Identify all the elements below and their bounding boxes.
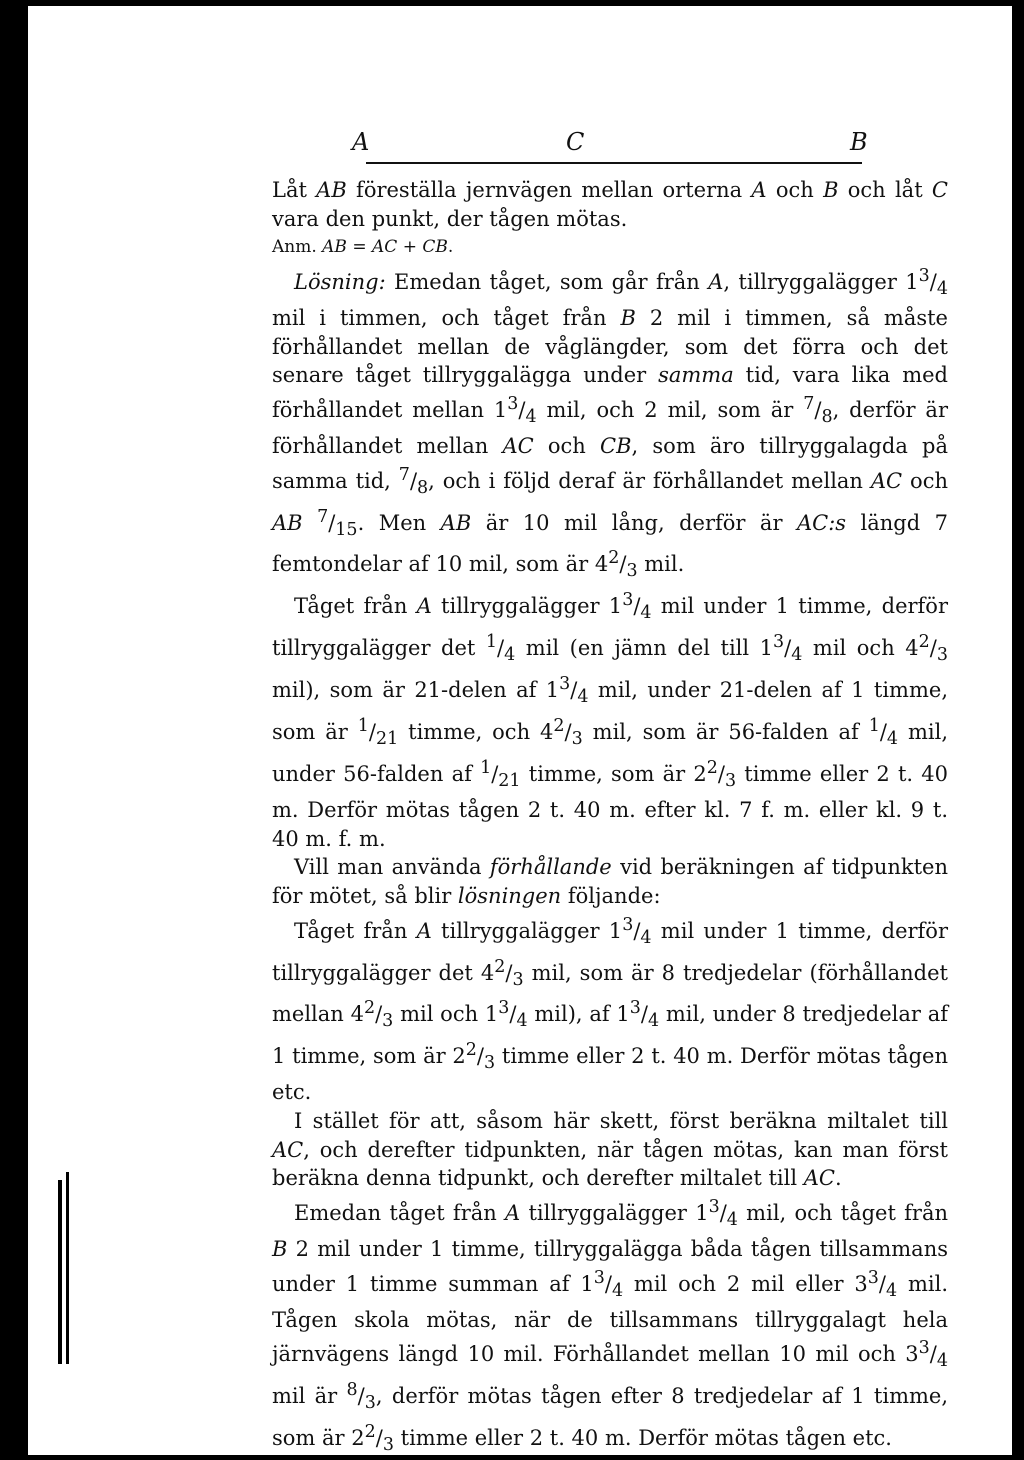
paragraph-time-calculation: Tåget från A tillryggalägger $1^3/_4$ mil under 1 timme, derför tillryggalägger $\det ^1/_4$ mil (en jämn del till $1^3/_4$ mil och $4^2/_3$ mil), som är 21-delen af $1^3/_4$ mil, under 21-delen af 1 timme, som är $^1/_{21}$ timme, och $4^2/_3$ mil, som är 56-falden af $^1/_4$ mil, under 56-falden af $^1/_{21}$ timme, som är $2^2/_3$ timme eller 2 t. 40 m. Derför mötas tågen 2 t. 40 m. efter kl. 7 f. m. eller kl. 9 t. 40 m. f. m. <box>272 590 949 851</box>
paragraph-ratio-solution: Tåget från A tillryggalägger $1^3/_4$ mil under 1 timme, derför tillryggalägger $\det 4^2/_3$ mil, som är 8 tredjedelar (förhållandet mellan $4^2/_3$ mil och $1^3/_4$ mil), af $1^3/_4$ mil, under 8 tredjedelar af 1 timme, som är $2^2/_3$ timme eller 2 t. 40 m. Derför mötas tågen etc. <box>272 914 948 1105</box>
paragraph-combined-speed: Emedan tåget från A tillryggalägger $1^3/_4$ mil, och tåget från B 2 mil under 1 timme, tillryggalägga båda tågen tillsammans under 1 timme summan af $1^3/_4$ mil och 2 mil eller $3^3/_4$ mil. Tågen skola mötas, när de tillsammans tillryggalagt hela järnvägens längd 10 mil. Förhållandet mellan 10 mil och $3^3/_4$ mil är $^8/_3$, derför mötas tågen efter 8 tredjedelar af 1 timme, som är $2^2/_3$ timme eller 2 t. 40 m. Derför mötas tågen etc. <box>272 1197 949 1456</box>
paragraph-solution: Lösning: Emedan tåget, som går från A, tillryggalägger $1^3/_4$ mil i timmen, och tåget från B 2 mil i timmen, så måste förhållandet mellan de våglängder, som det förra och det senare tåget tillryggalägga under samma tid, vara lika med förhållandet mellan $1^3/_4$ mil, och 2 mil, som är $^7/_8$, derför är förhållandet mellan AC och CB, som äro tillryggalagda på samma tid, $^7/_8$, och i följd deraf är förhållandet mellan AC och AB $^7/_{15}$. Men AB är 10 mil lång, derför är AC:s längd 7 femtondelar af 10 mil, som är $4^2/_3$ mil. <box>272 266 949 582</box>
paragraph-ratio-method: Vill man använda förhållande vid beräkningen af tidpunkten för mötet, så blir lösningen följande: <box>272 855 948 908</box>
scan-border-left <box>0 0 28 1455</box>
point-label-a: A <box>352 128 370 156</box>
scan-mark-left <box>58 1180 62 1364</box>
line-segment-diagram <box>352 128 872 168</box>
point-label-b: B <box>850 128 868 156</box>
paragraph-intro: Låt AB föreställa jernvägen mellan orterna A och B och låt C vara den punkt, der tågen mötas. <box>272 178 948 231</box>
paragraph-alternative: I stället för att, såsom här skett, först beräkna miltalet till AC, och derefter tidpunkten, när tågen mötas, kan man först beräkna denna tidpunkt, och derefter miltalet till AC. <box>272 1108 948 1191</box>
point-label-c: C <box>566 128 585 156</box>
body-text <box>272 176 948 1460</box>
railway-line <box>366 162 862 164</box>
scan-mark-right <box>1012 1110 1015 1360</box>
scan-mark-left-2 <box>66 1172 69 1364</box>
paragraph-note: Anm. AB = AC + CB. <box>272 237 454 258</box>
scan-border-top <box>0 0 1024 6</box>
